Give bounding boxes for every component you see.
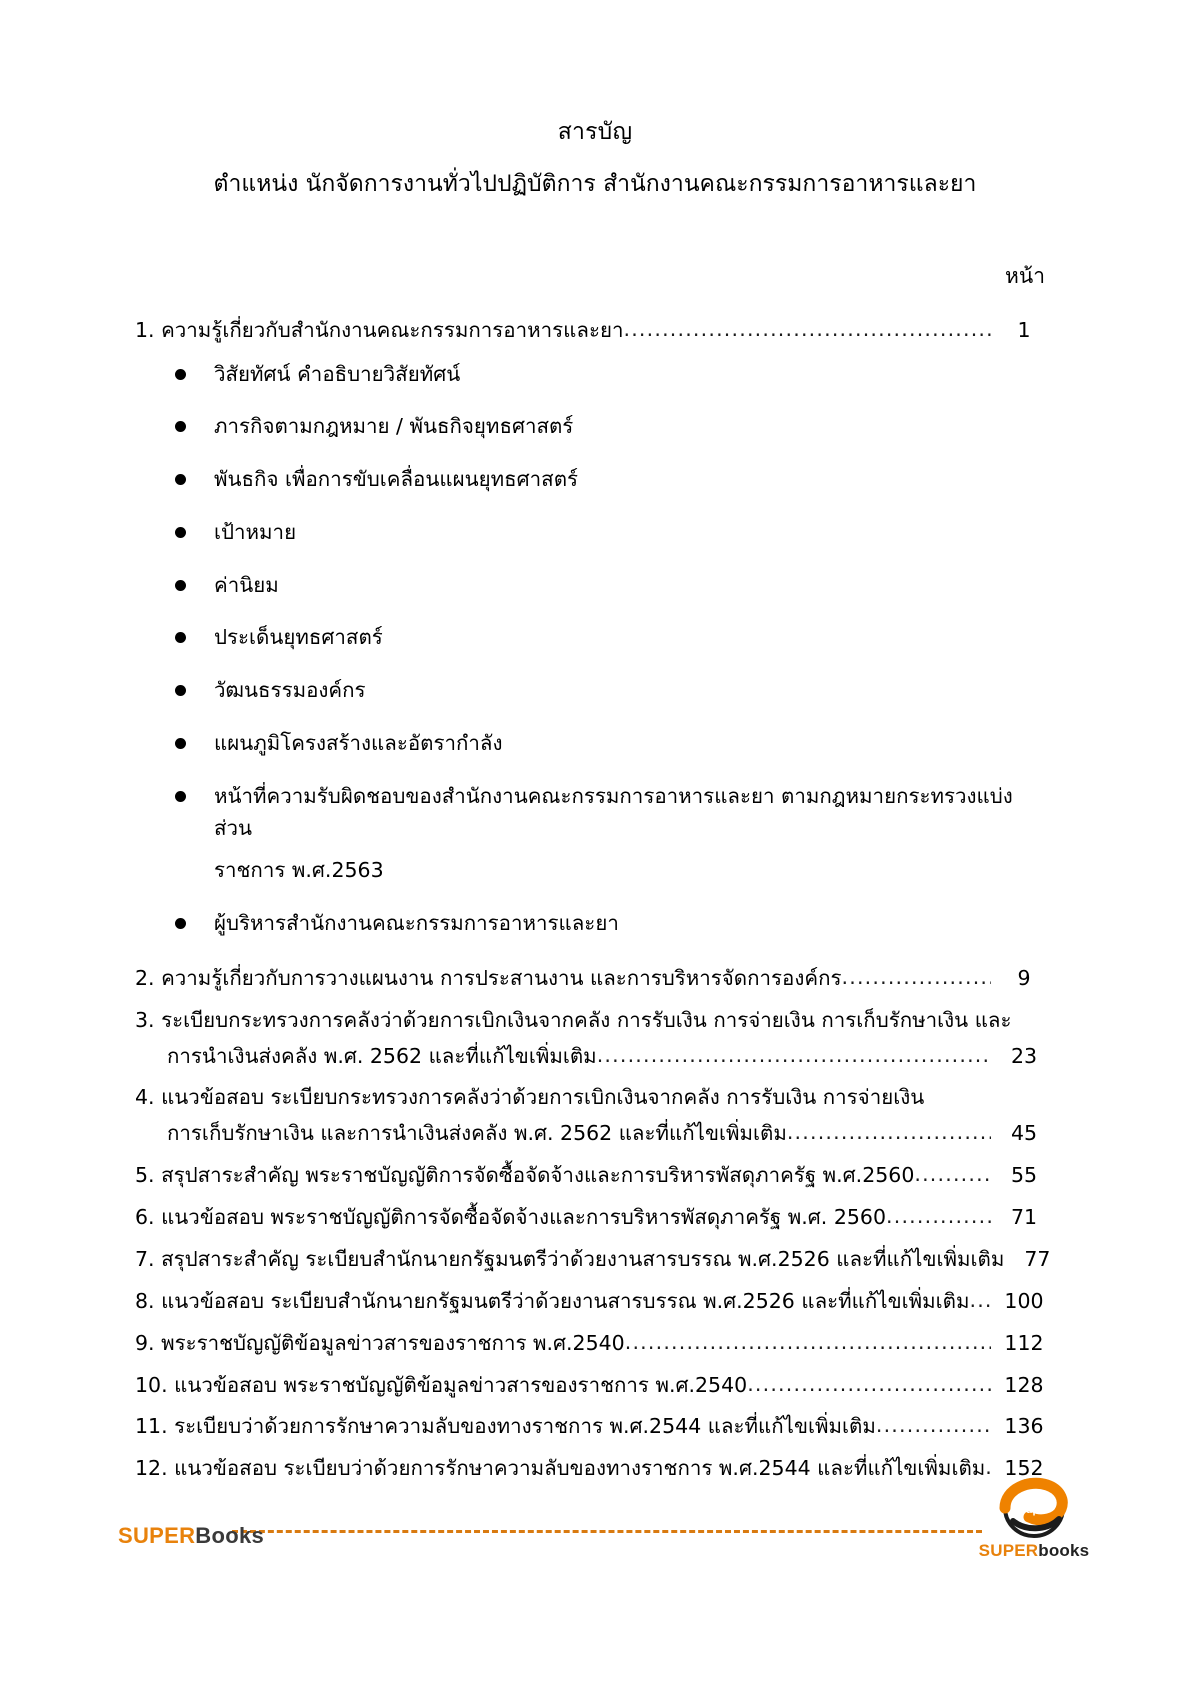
- svg-text:Super: Super: [1018, 1504, 1050, 1516]
- toc-entry[interactable]: [135, 961, 1055, 997]
- toc-entry-line: [135, 1003, 1055, 1039]
- toc-entry-line: [135, 1242, 1055, 1278]
- bullet-text: [214, 464, 1044, 496]
- list-item[interactable]: [135, 908, 1055, 940]
- toc-leader-dots: [876, 1408, 991, 1444]
- bullet-text: [214, 728, 1044, 760]
- list-item[interactable]: [135, 570, 1055, 602]
- footer-left-logo-books: Books: [195, 1523, 265, 1548]
- toc-page-number: 9: [1017, 965, 1031, 990]
- toc-leader-dots: [914, 1157, 991, 1193]
- bullet-text-line1: ค่านิยม: [214, 572, 279, 597]
- toc-page-number: 1: [1017, 317, 1031, 342]
- toc-leader-dots: [597, 1038, 991, 1074]
- toc-page-number: 71: [1010, 1205, 1038, 1230]
- bullet-text: [214, 411, 1044, 443]
- bullet-dot-icon: [175, 580, 186, 591]
- bullet-text-line2: ราชการ พ.ศ.2563: [214, 858, 384, 883]
- toc-entry-title: 11. ระเบียบว่าด้วยการรักษาความลับของทางราชการ พ.ศ.2544 และที่แก้ไขเพิ่มเติม: [135, 1414, 876, 1439]
- toc-page-number: 77: [1024, 1246, 1051, 1271]
- footer-logo-left: [118, 1523, 264, 1549]
- bullet-text: [214, 781, 1044, 887]
- toc-entry[interactable]: [135, 1242, 1055, 1278]
- bullet-dot-icon: [175, 369, 186, 380]
- toc-leader-dots: [969, 1283, 991, 1319]
- bullet-text: [214, 359, 1044, 391]
- list-item[interactable]: [135, 359, 1055, 391]
- toc-page-number: 128: [1004, 1372, 1044, 1397]
- toc-container: [135, 260, 1055, 1487]
- page-title: สารบัญ: [557, 119, 633, 145]
- toc-entry-title: 8. แนวข้อสอบ ระเบียบสำนักนายกรัฐมนตรีว่าด้วยงานสารบรรณ พ.ศ.2526 และที่แก้ไขเพิ่มเติม: [135, 1288, 970, 1313]
- toc-entry[interactable]: [135, 1158, 1055, 1194]
- bullet-text-line1: หน้าที่ความรับผิดชอบของสำนักงานคณะกรรมการอาหารและยา ตามกฎหมายกระทรวงแบ่งส่วน: [214, 783, 1013, 840]
- bullet-text: [214, 622, 1044, 654]
- toc-entry-line: [135, 1284, 1055, 1320]
- bullet-dot-icon: [175, 685, 186, 696]
- toc-entry-title: 3. ระเบียบกระทรวงการคลังว่าด้วยการเบิกเงินจากคลัง การรับเงิน การจ่ายเงิน การเก็บรักษาเงิน และ: [135, 1007, 1012, 1032]
- toc-page-number: 136: [1004, 1414, 1044, 1439]
- bullet-text-line1: วิสัยทัศน์ คำอธิบายวิสัยทัศน์: [214, 361, 461, 386]
- bullet-dot-icon: [175, 738, 186, 749]
- toc-bullet-list: [135, 359, 1055, 940]
- bullet-text: [214, 570, 1044, 602]
- toc-leader-dots: [886, 1199, 991, 1235]
- bullet-dot-icon: [175, 791, 186, 802]
- toc-entry-title: 2. ความรู้เกี่ยวกับการวางแผนงาน การประสานงาน และการบริหารจัดการองค์กร: [135, 965, 842, 990]
- toc-leader-dots: [842, 960, 991, 996]
- page-subtitle: ตำแหน่ง นักจัดการงานทั่วไปปฏิบัติการ สำนักงานคณะกรรมการอาหารและยา: [213, 170, 977, 197]
- bullet-dot-icon: [175, 474, 186, 485]
- footer-divider: [232, 1530, 982, 1533]
- bullet-dot-icon: [175, 918, 186, 929]
- list-item[interactable]: [135, 411, 1055, 443]
- bullet-text-line1: แผนภูมิโครงสร้างและอัตรากำลัง: [214, 731, 503, 756]
- toc-leader-dots: [747, 1367, 991, 1403]
- toc-entry-line: [135, 1409, 1055, 1445]
- footer-right-logo-super: SUPER: [978, 1541, 1039, 1560]
- toc-entry[interactable]: [135, 313, 1055, 940]
- bullet-dot-icon: [175, 421, 186, 432]
- bullet-dot-icon: [175, 527, 186, 538]
- toc-entry-line: [135, 1158, 1055, 1194]
- toc-entry-title: 10. แนวข้อสอบ พระราชบัญญัติข้อมูลข่าวสารของราชการ พ.ศ.2540: [135, 1372, 748, 1397]
- toc-entry-title: 9. พระราชบัญญัติข้อมูลข่าวสารของราชการ พ.ศ.2540: [135, 1330, 625, 1355]
- toc-entry-title: 7. สรุปสาระสำคัญ ระเบียบสำนักนายกรัฐมนตรีว่าด้วยงานสารบรรณ พ.ศ.2526 และที่แก้ไขเพิ่มเติม: [135, 1246, 1005, 1271]
- superbooks-swoosh-icon: [995, 1477, 1073, 1539]
- toc-entry[interactable]: [135, 1284, 1055, 1320]
- page-footer: [0, 1469, 1190, 1579]
- page-column-header: หน้า: [1005, 263, 1045, 288]
- footer-right-logo-books: books: [1038, 1541, 1090, 1560]
- toc-entry-line: [135, 1326, 1055, 1362]
- toc-entry-line: [135, 961, 1055, 997]
- toc-page-number: 112: [1004, 1330, 1044, 1355]
- toc-entry-title: 4. แนวข้อสอบ ระเบียบกระทรวงการคลังว่าด้วยการเบิกเงินจากคลัง การรับเงิน การจ่ายเงิน: [135, 1085, 925, 1110]
- toc-entry[interactable]: [135, 1080, 1055, 1152]
- toc-entry-line: [135, 313, 1055, 349]
- toc-entry-title: 5. สรุปสาระสำคัญ พระราชบัญญัติการจัดซื้อจัดจ้างและการบริหารพัสดุภาครัฐ พ.ศ.2560: [135, 1163, 915, 1188]
- toc-list: [135, 313, 1055, 1487]
- list-item[interactable]: [135, 517, 1055, 549]
- toc-page-number: 45: [1010, 1121, 1038, 1146]
- bullet-text-line1: เป้าหมาย: [214, 519, 297, 544]
- toc-entry-line: [135, 1368, 1055, 1404]
- toc-entry-title: 12. แนวข้อสอบ ระเบียบว่าด้วยการรักษาความลับของทางราชการ พ.ศ.2544 และที่แก้ไขเพิ่มเติม: [135, 1456, 986, 1481]
- toc-page-number: 55: [1010, 1163, 1038, 1188]
- bullet-text-line1: ภารกิจตามกฎหมาย / พันธกิจยุทธศาสตร์: [214, 414, 574, 439]
- bullet-dot-icon: [175, 632, 186, 643]
- toc-page-number: 100: [1004, 1288, 1044, 1313]
- bullet-text-line1: ประเด็นยุทธศาสตร์: [214, 625, 383, 650]
- toc-entry[interactable]: [135, 1326, 1055, 1362]
- bullet-text-line1: วัฒนธรรมองค์กร: [214, 678, 366, 703]
- list-item[interactable]: [135, 464, 1055, 496]
- toc-entry-line: [135, 1080, 1055, 1116]
- toc-entry-title-continued: การเก็บรักษาเงิน และการนำเงินส่งคลัง พ.ศ. 2562 และที่แก้ไขเพิ่มเติม: [167, 1121, 787, 1146]
- toc-entry[interactable]: [135, 1200, 1055, 1236]
- bullet-text-line1: พันธกิจ เพื่อการขับเคลื่อนแผนยุทธศาสตร์: [214, 467, 579, 492]
- list-item[interactable]: [135, 728, 1055, 760]
- bullet-text: [214, 675, 1044, 707]
- list-item[interactable]: [135, 675, 1055, 707]
- toc-entry[interactable]: [135, 1003, 1055, 1075]
- footer-logo-right: [974, 1477, 1094, 1561]
- toc-entry-title-continued: การนำเงินส่งคลัง พ.ศ. 2562 และที่แก้ไขเพิ่มเติม: [167, 1043, 597, 1068]
- toc-entry-line-continued: [135, 1039, 1055, 1075]
- toc-entry-line-continued: [135, 1116, 1055, 1152]
- toc-leader-dots: [787, 1115, 991, 1151]
- toc-leader-dots: [625, 1325, 991, 1361]
- toc-page-number: 152: [1004, 1456, 1044, 1481]
- toc-page-number: 23: [1010, 1043, 1038, 1068]
- toc-leader-dots: [623, 312, 991, 348]
- toc-entry-title: 6. แนวข้อสอบ พระราชบัญญัติการจัดซื้อจัดจ้างและการบริหารพัสดุภาครัฐ พ.ศ. 2560: [135, 1205, 887, 1230]
- bullet-text-line1: ผู้บริหารสำนักงานคณะกรรมการอาหารและยา: [214, 911, 619, 936]
- footer-right-logo-label: [974, 1541, 1094, 1561]
- toc-entry-title: 1. ความรู้เกี่ยวกับสำนักงานคณะกรรมการอาหารและยา: [135, 317, 624, 342]
- list-item[interactable]: [135, 781, 1055, 887]
- bullet-text: [214, 517, 1044, 549]
- toc-entry[interactable]: [135, 1409, 1055, 1445]
- list-item[interactable]: [135, 622, 1055, 654]
- toc-entry-line: [135, 1200, 1055, 1236]
- footer-left-logo-super: SUPER: [118, 1523, 196, 1548]
- bullet-text: [214, 908, 1044, 940]
- toc-entry[interactable]: [135, 1368, 1055, 1404]
